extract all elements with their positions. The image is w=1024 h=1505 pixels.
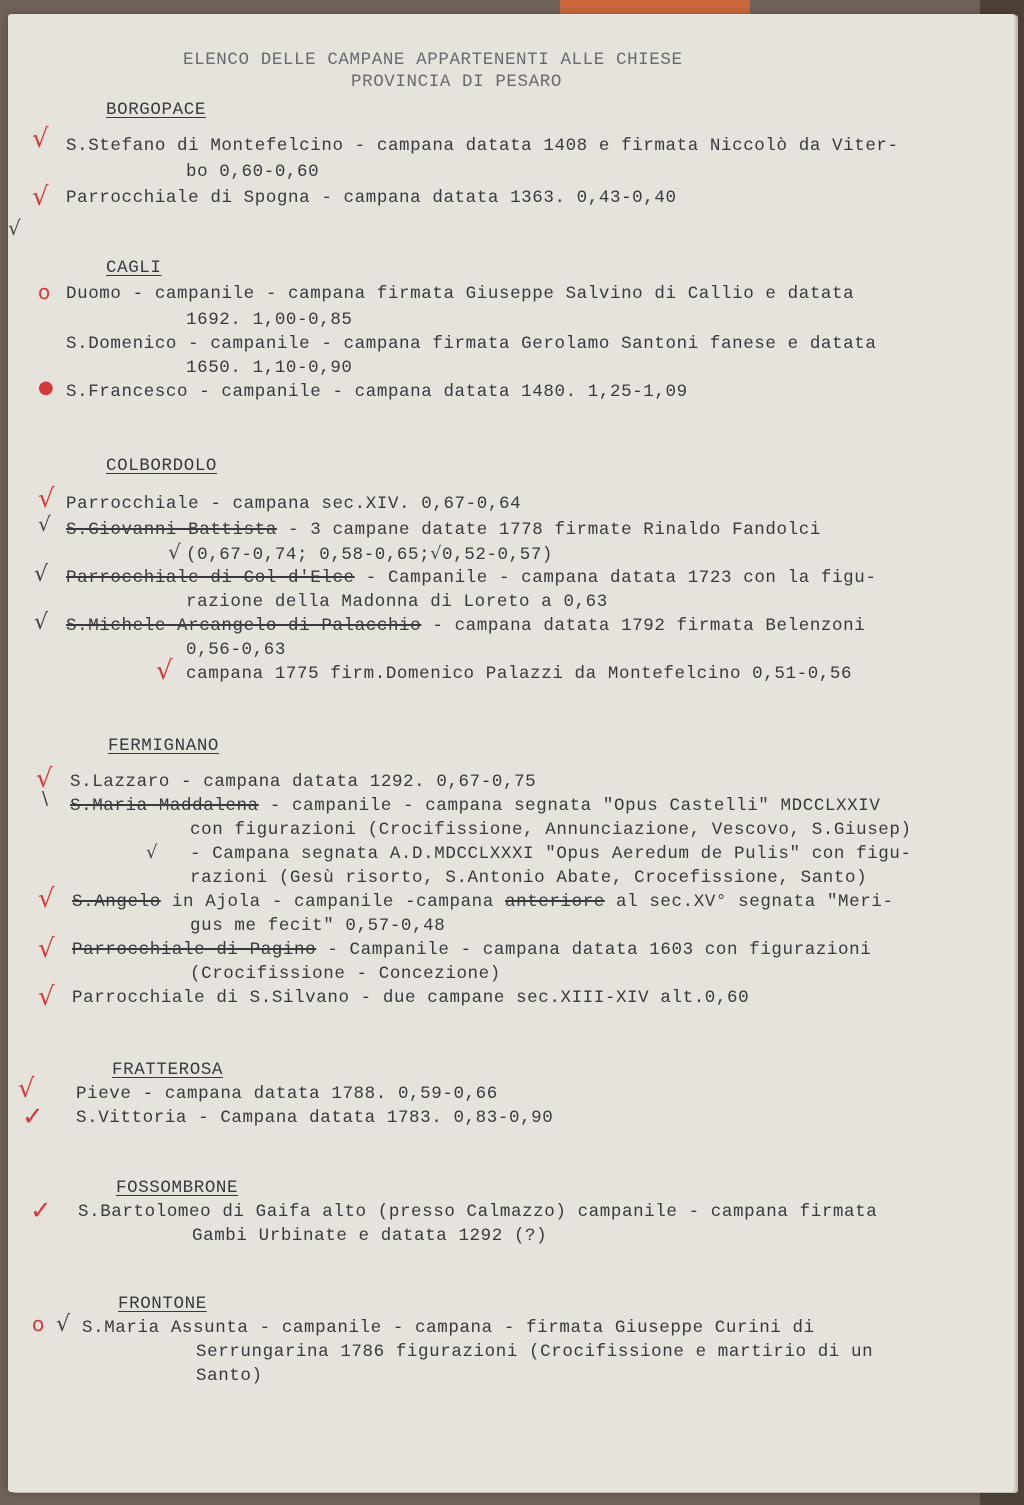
entry-line: - Campana segnata A.D.MDCCLXXXI "Opus Aeredum de Pulis" con figu- <box>190 844 912 864</box>
entry-line: S.Domenico - campanile - campana firmata Gerolamo Santoni fanese e datata <box>66 334 877 354</box>
entry-line: campana 1775 firm.Domenico Palazzi da Montefelcino 0,51-0,56 <box>186 664 853 684</box>
entry-line <box>72 894 894 912</box>
entry-line: S.Maria Assunta - campanile - campana - firmata Giuseppe Curini di <box>82 1318 815 1338</box>
inline-check-mark: √ <box>146 842 158 863</box>
entry-line: Pieve - campana datata 1788. 0,59-0,66 <box>76 1084 498 1104</box>
inline-check-mark: √ <box>168 540 181 564</box>
entry-line: S.Bartolomeo di Gaifa alto (presso Calmazzo) campanile - campana firmata <box>78 1202 878 1222</box>
entry-line: S.Vittoria - Campana datata 1783. 0,83-0,90 <box>76 1108 554 1128</box>
entry-line: Parrocchiale di Spogna - campana datata 1363. 0,43-0,40 <box>66 188 677 208</box>
entry-line <box>66 570 876 588</box>
red-dot-mark: ● <box>38 377 54 398</box>
section-heading-colbordolo: COLBORDOLO <box>106 456 218 476</box>
margin-check-mark: √ <box>56 1312 71 1337</box>
entry-line <box>70 798 880 816</box>
section-heading-fossombrone: FOSSOMBRONE <box>116 1178 239 1198</box>
struck-text: Parrocchiale di Pagino <box>72 940 317 960</box>
red-check-mark: √ <box>36 764 53 794</box>
red-check-mark: √ <box>38 934 55 964</box>
section-heading-borgopace: BORGOPACE <box>106 100 206 120</box>
red-circle-mark: o <box>32 1312 45 1336</box>
margin-check-mark: √ <box>34 610 49 635</box>
entry-line: 1650. 1,10-0,90 <box>186 358 353 378</box>
entry-line: Parrocchiale di S.Silvano - due campane sec.XIII-XIV alt.0,60 <box>72 988 750 1008</box>
section-heading-fermignano: FERMIGNANO <box>108 736 220 756</box>
margin-check-mark: √ <box>8 216 21 240</box>
margin-check-mark: √ <box>34 562 49 587</box>
struck-text: S.Maria Maddalena <box>70 796 259 816</box>
entry-line <box>72 942 871 960</box>
red-check-mark: ✓ <box>30 1196 52 1226</box>
red-check-mark: √ <box>38 884 55 914</box>
entry-line: Santo) <box>196 1366 263 1386</box>
doc-title: ELENCO DELLE CAMPANE APPARTENENTI ALLE CHIESE <box>183 50 683 70</box>
entry-line: S.Francesco - campanile - campana datata 1480. 1,25-1,09 <box>66 382 688 402</box>
section-heading-frontone: FRONTONE <box>118 1294 207 1314</box>
entry-line <box>186 546 553 565</box>
entry-text: - Campanile - campana datata 1603 con figurazioni <box>316 940 872 960</box>
entry-text: 0,52-0,57) <box>442 545 554 565</box>
struck-text: Parrocchiale di Col d'Elce <box>66 568 355 588</box>
entry-text: in Ajola - campanile -campana <box>160 892 505 912</box>
red-check-mark: √ <box>32 124 49 154</box>
struck-text: S.Angelo <box>72 892 161 912</box>
entry-text: - Campanile - campana datata 1723 con la figu- <box>354 568 877 588</box>
margin-check-mark: √ <box>38 512 51 536</box>
entry-line: 0,56-0,63 <box>186 640 286 660</box>
margin-check-mark: \ <box>42 788 49 809</box>
entry-text: - campana datata 1792 firmata Belenzoni <box>421 616 866 636</box>
struck-text: S.Michele Arcangelo di Palacchio <box>66 616 422 636</box>
entry-line: bo 0,60-0,60 <box>186 162 320 182</box>
red-check-mark: √ <box>38 982 55 1012</box>
entry-text: (0,67-0,74; 0,58-0,65; <box>186 545 431 565</box>
entry-text: al sec.XV° segnata "Meri- <box>604 892 894 912</box>
entry-line: (Crocifissione - Concezione) <box>190 964 501 984</box>
struck-text: S.Giovanni Battista <box>66 520 277 540</box>
entry-line: razione della Madonna di Loreto a 0,63 <box>186 592 608 612</box>
red-check-mark: √ <box>18 1074 35 1104</box>
entry-line: S.Lazzaro - campana datata 1292. 0,67-0,75 <box>70 772 537 792</box>
entry-line: 1692. 1,00-0,85 <box>186 310 353 330</box>
section-heading-fratterosa: FRATTEROSA <box>112 1060 224 1080</box>
inline-check-mark: √ <box>430 544 443 564</box>
entry-line <box>66 522 821 540</box>
entry-text: - campanile - campana segnata "Opus Castelli" MDCCLXXIV <box>258 796 881 816</box>
red-check-mark: √ <box>156 656 173 686</box>
entry-line: Parrocchiale - campana sec.XIV. 0,67-0,64 <box>66 494 522 514</box>
entry-line: gus me fecit" 0,57-0,48 <box>190 916 446 936</box>
doc-subtitle: PROVINCIA DI PESARO <box>351 72 562 92</box>
entry-line <box>66 618 865 636</box>
typed-sheet <box>8 14 1014 1492</box>
entry-line: S.Stefano di Montefelcino - campana datata 1408 e firmata Niccolò da Viter- <box>66 136 899 156</box>
entry-line: Duomo - campanile - campana firmata Giuseppe Salvino di Callio e datata <box>66 284 855 304</box>
entry-line: Gambi Urbinate e datata 1292 (?) <box>192 1226 548 1246</box>
red-check-mark: √ <box>38 484 55 514</box>
red-check-mark: ✓ <box>22 1102 44 1132</box>
struck-text: anteriore <box>504 892 605 912</box>
entry-line: con figurazioni (Crocifissione, Annunciazione, Vescovo, S.Giusep) <box>190 820 912 840</box>
section-heading-cagli: CAGLI <box>106 258 162 278</box>
entry-line: razioni (Gesù risorto, S.Antonio Abate, Crocefissione, Santo) <box>190 868 868 888</box>
red-circle-mark: o <box>38 280 51 304</box>
entry-text: - 3 campane datate 1778 firmate Rinaldo Fandolci <box>276 520 821 540</box>
entry-line: Serrungarina 1786 figurazioni (Crocifissione e martirio di un <box>196 1342 874 1362</box>
red-check-mark: √ <box>32 182 49 212</box>
